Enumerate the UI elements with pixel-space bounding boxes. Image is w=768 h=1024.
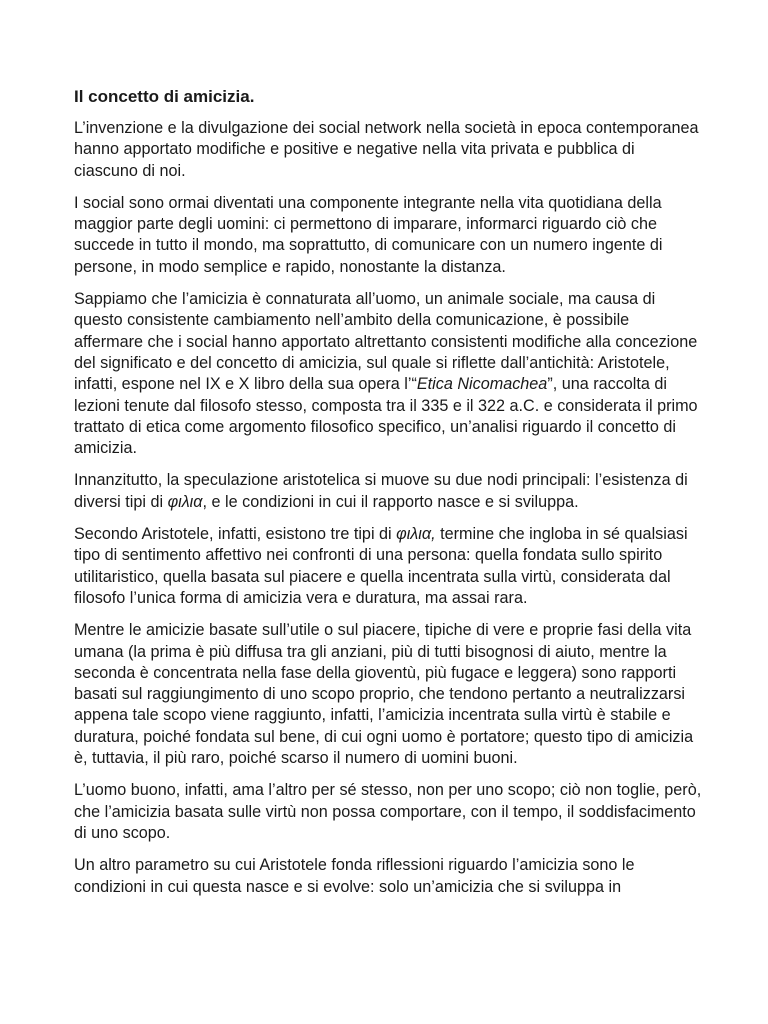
paragraph-8: Un altro parametro su cui Aristotele fonda riflessioni riguardo l’amicizia sono le condizioni in cui questa nasce e si evolve: solo un’amicizia che si sviluppa in xyxy=(74,856,635,896)
paragraph-1: L’invenzione e la divulgazione dei social network nella società in epoca contemporanea hanno apportato modifiche e positive e negative nella vita privata e pubblica di ciascuno di noi. xyxy=(74,119,699,180)
paragraph-6: Mentre le amicizie basate sull’utile o sul piacere, tipiche di vere e proprie fasi della vita umana (la prima è più diffusa tra gli anziani, più di tutti bisognosi di aiuto, mentre la seconda è concentrata nella fase della gioventù, più fugace e leggera) sono rapporti basati sul raggiungimento di uno scopo proprio, che tendono pertanto a neutralizzarsi appena tale scopo viene raggiunto, infatti, l’amicizia incentrata sulla virtù è stabile e duratura, poiché fondata sul bene, di cui ogni uomo è portatore; questo tipo di amicizia è, tuttavia, il più raro, poiché scarso il numero di uomini buoni. xyxy=(74,621,694,768)
paragraph-5-text-b: termine che ingloba in sé qualsiasi tipo di sentimento affettivo nei confronti di una persona: quella fondata sullo spirito utilitaristico, quella basata sul piacere e quella incentrata sulla virtù, considerata dal filosofo l’unica forma di amicizia vera e duratura, ma assai rara. xyxy=(74,525,688,607)
paragraph-5 xyxy=(74,524,702,609)
paragraph-3-text-a: Sappiamo che l’amicizia è connaturata all’uomo, un animale sociale, ma causa di questo consistente cambiamento nell’ambito della comunicazione, è possibile affermare che i social hanno apportato altrettanto consistenti modifiche alla concezione del significato e del concetto di amicizia, sul quale si riflette dall’antichità: Aristotele, infatti, espone nel IX e X libro della sua opera l’“ xyxy=(74,290,698,394)
paragraph-4-text-b: , e le condizioni in cui il rapporto nasce e si sviluppa. xyxy=(202,492,579,511)
book-title-italic: Etica Nicomachea xyxy=(416,375,548,394)
greek-term-italic: φιλια xyxy=(167,492,203,511)
paragraph-3 xyxy=(74,289,702,459)
paragraph-7: L’uomo buono, infatti, ama l’altro per sé stesso, non per uno scopo; ciò non toglie, però, che l’amicizia basata sulle virtù non possa comportare, con il tempo, il soddisfacimento di uno scopo. xyxy=(74,781,702,842)
greek-term-italic-2: φιλια, xyxy=(396,525,436,544)
paragraph-4-text-a: Innanzitutto, la speculazione aristotelica si muove su due nodi principali: l’esistenza di diversi tipi di xyxy=(74,471,688,511)
paragraph-5-text-a: Secondo Aristotele, infatti, esistono tre tipi di xyxy=(74,525,397,544)
document-title: Il concetto di amicizia. xyxy=(74,87,255,106)
document-page xyxy=(74,86,702,909)
paragraph-3-text-b: ”, una raccolta di lezioni tenute dal filosofo stesso, composta tra il 335 e il 322 a.C. e considerata il primo trattato di etica come argomento filosofico specifico, un’analisi riguardo il concetto di amicizia. xyxy=(74,375,698,458)
paragraph-2: I social sono ormai diventati una componente integrante nella vita quotidiana della maggior parte degli uomini: ci permettono di imparare, informarci riguardo ciò che succede in tutto il mondo, ma soprattutto, di comunicare con un numero ingente di persone, in modo semplice e rapido, nonostante la distanza. xyxy=(74,193,663,276)
paragraph-4 xyxy=(74,470,702,513)
